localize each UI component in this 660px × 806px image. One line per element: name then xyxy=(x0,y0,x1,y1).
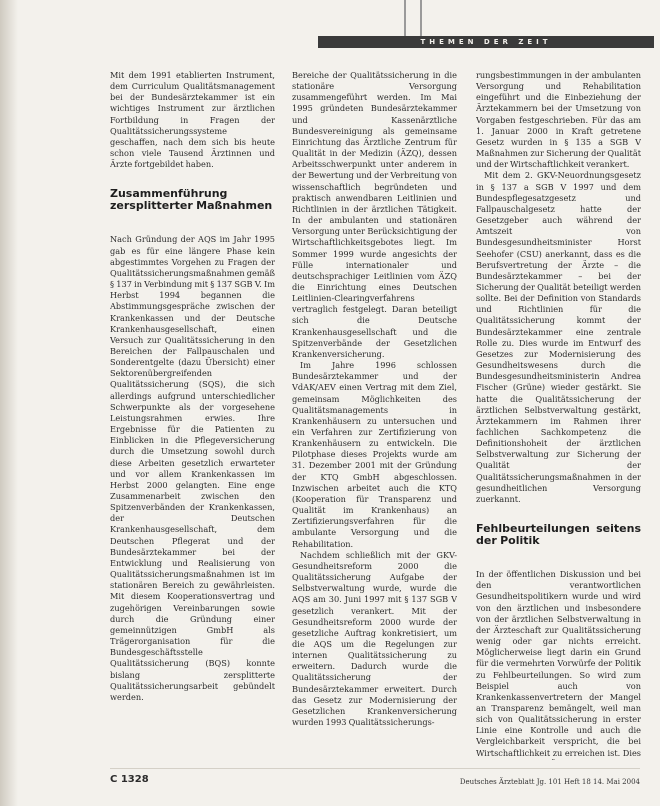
text-column-1 xyxy=(110,70,275,760)
paragraph: In der öffentlichen Diskussion und bei den verantwortlichen Gesundheitspolitikern wurde und wird von den ärztlichen und insbesondere von der ärztlichen Selbstverwaltung in der Ärzteschaft zur Qualitätssicherung wenig oder gar nichts erreicht. Möglicherweise liegt darin ein Grund für die vermehrten Vorwürfe der Politik zu Fehlbeurteilungen. So wird zum Beispiel auch von Krankenkassenvertretern der Mangel an Transparenz bemängelt, weil man sich von Qualitätssicherung in erster Linie eine Kontrolle und auch die Vergleichbarkeit verspricht, die bei Wirtschaftlichkeit zu erreichen ist. Dies xyxy=(476,569,641,758)
section-heading: Zusammenführung zersplitterter Maßnahmen xyxy=(110,187,273,213)
journal-citation: Deutsches Ärzteblatt Jg. 101 Heft 18 14. Mai 2004 xyxy=(459,778,640,786)
paragraph: Nach Gründung der AQS im Jahr 1995 gab es für eine längere Phase kein abgestimmtes Vorgehen zu Fragen der Qualitätssicherungsmaßnahmen gemäß § 137 in Verbindung mit § 137 SGB V. Im Herbst 1994 begannen die Abstimmungsgespräche zwischen der Krankenkassen und der Deutsche Krankenhausgesellschaft, einen Versuch zur Qualitätssicherung in den Bereichen der Fallpauschalen und Sonderentgelte (dazu Übersicht) einer Sektorenübergreifenden Qualitätssicherung (SQS), die sich allerdings aufgrund unterschiedlicher Schwerpunkte als der vorgesehene Leistungsrahmen erwies. Ihre Ergebnisse für die Patienten zu Einblicken in die Pflegeversicherung durch die Umsetzung sowohl durch diese Arbeiten gesetzlich erwarteter und vor allem Krankenkassen im Herbst 2000 gelangten. Eine enge Zusammenarbeit zwischen den Spitzenverbänden der Krankenkassen, der Deutschen Krankenhausgesellschaft, dem Deutschen Pflegerat und der Bundesärztekammer bei der Entwicklung und Realisierung von Qualitätssicherungsmaßnahmen ist im stationären Bereich zu gewährleisten. Mit diesem Kooperationsvertrag und zugehörigen Vereinbarungen sowie durch die Gründung einer gemeinnützigen GmbH als Trägerorganisation für die Bundesgeschäftsstelle Qualitätssicherung (BQS) konnte bislang zersplitterte Qualitätssicherungsarbeit gebündelt werden. xyxy=(110,234,275,702)
paragraph: Mit dem 1991 etablierten Instrument, dem Curriculum Qualitätsmanagement bei der Bundesärztekammer ist ein wichtiges Instrument zur ärztlichen Fortbildung in Fragen der Qualitätssicherungssysteme geschaffen, nach dem sich bis heute schon viele Tausend Ärztinnen und Ärzte fortgebildet haben. xyxy=(110,70,275,170)
page-gutter-shadow xyxy=(0,0,18,806)
section-heading: Fehlbeurteilungen seitens der Politik xyxy=(476,522,641,548)
text-column-2 xyxy=(292,70,457,760)
paragraph: Nachdem schließlich mit der GKV-Gesundheitsreform 2000 die Qualitätssicherung Aufgabe der Selbstverwaltung wurde, wurde die AQS am 30. Juni 1997 mit § 137 SGB V gesetzlich verankert. Mit der Gesundheitsreform 2000 wurde der gesetzliche Auftrag konkretisiert, um die AQS um die Regelungen zur internen Qualitätssicherung zu erweitern. Dadurch wurde die Qualitätssicherung der Bundesärztekammer erweitert. Durch das Gesetz zur Modernisierung der Gesetzlichen Krankenversicherung wurden 1993 Qualitätssicherungs- xyxy=(292,549,457,728)
section-header: THEMEN DER ZEIT xyxy=(318,36,654,48)
paragraph: Mit dem 2. GKV-Neuordnungsgesetz in § 137 a SGB V 1997 und dem Bundespflegesatzgesetz und Fallpauschalgesetz hatte der Gesetzgeber auch während der Amtszeit von Bundesgesundheitsminister Horst Seehofer (CSU) anerkannt, dass es die Berufsvertretung der Ärzte – die Bundesärztekammer – bei der Sicherung der Qualität beteiligt werden sollte. Bei der Definition von Standards und Richtlinien für die Qualitätssicherung kommt der Bundesärztekammer eine zentrale Rolle zu. Dies wurde im Entwurf des Gesetzes zur Modernisierung des Gesundheitswesens durch die Bundesgesundheitsministerin Andrea Fischer (Grüne) wieder gestärkt. Sie hatte die Qualitätssicherung der ärztlichen Selbstverwaltung gestärkt, Ärztekammern im Rahmen ihrer fachlichen Sachkompetenz die Definitionshoheit der ärztlichen Selbstverwaltung zur Sicherung der Qualität der Qualitätssicherungsmaßnahmen in der gesundheitlichen Versorgung zuerkannt. xyxy=(476,170,641,504)
paragraph: rungsbestimmungen in der ambulanten Versorgung und Rehabilitation eingeführt und die Einbeziehung der Ärztekammern bei der Umsetzung von Vorgaben festgeschrieben. Für das am 1. Januar 2000 in Kraft getretene Gesetz wurden in § 135 a SGB V Maßnahmen zur Sicherung der Qualität und der Wirtschaftlichkeit verankert. xyxy=(476,70,641,170)
paragraph: Bereiche der Qualitätssicherung in die stationäre Versorgung zusammengeführt werden. Im Mai 1995 gründeten Bundesärztekammer und Kassenärztliche Bundesvereinigung als gemeinsame Einrichtung das Ärztliche Zentrum für Qualität in der Medizin (ÄZQ), dessen Arbeitsschwerpunkt unter anderem in der Bewertung und der Verbreitung von wissenschaftlich begründeten und praktisch anwendbaren Leitlinien und Richtlinien in der ärztlichen Tätigkeit. In der ambulanten und stationären Versorgung unter Berücksichtigung der Wirtschaftlichkeitsgebotes liegt. Im Sommer 1999 wurde angesichts der Fülle internationaler und deutschsprachiger Leitlinien vom ÄZQ die Einrichtung eines Deutschen Leitlinien-Clearingverfahrens vertraglich festgelegt. Daran beteiligt sich die Deutsche Krankenhausgesellschaft und die Spitzenverbände der Gesetzlichen Krankenversicherung. xyxy=(292,70,457,359)
footer-divider xyxy=(110,768,640,769)
paragraph: Im Jahre 1996 schlossen Bundesärztekammer und der VdAK/AEV einen Vertrag mit dem Ziel, gemeinsam Möglichkeiten des Qualitätsmanagements in Krankenhäusern zu untersuchen und ein Verfahren zur Zertifizierung von Krankenhäusern zu entwickeln. Die Pilotphase dieses Projekts wurde am 31. Dezember 2001 mit der Gründung der KTQ GmbH abgeschlossen. Inzwischen arbeitet auch die KTQ (Kooperation für Transparenz und Qualität im Krankenhaus) an Zertifizierungsverfahren für die ambulante Versorgung und die Rehabilitation. xyxy=(292,360,457,549)
text-column-3 xyxy=(476,70,641,760)
page-number: C 1328 xyxy=(110,774,149,785)
